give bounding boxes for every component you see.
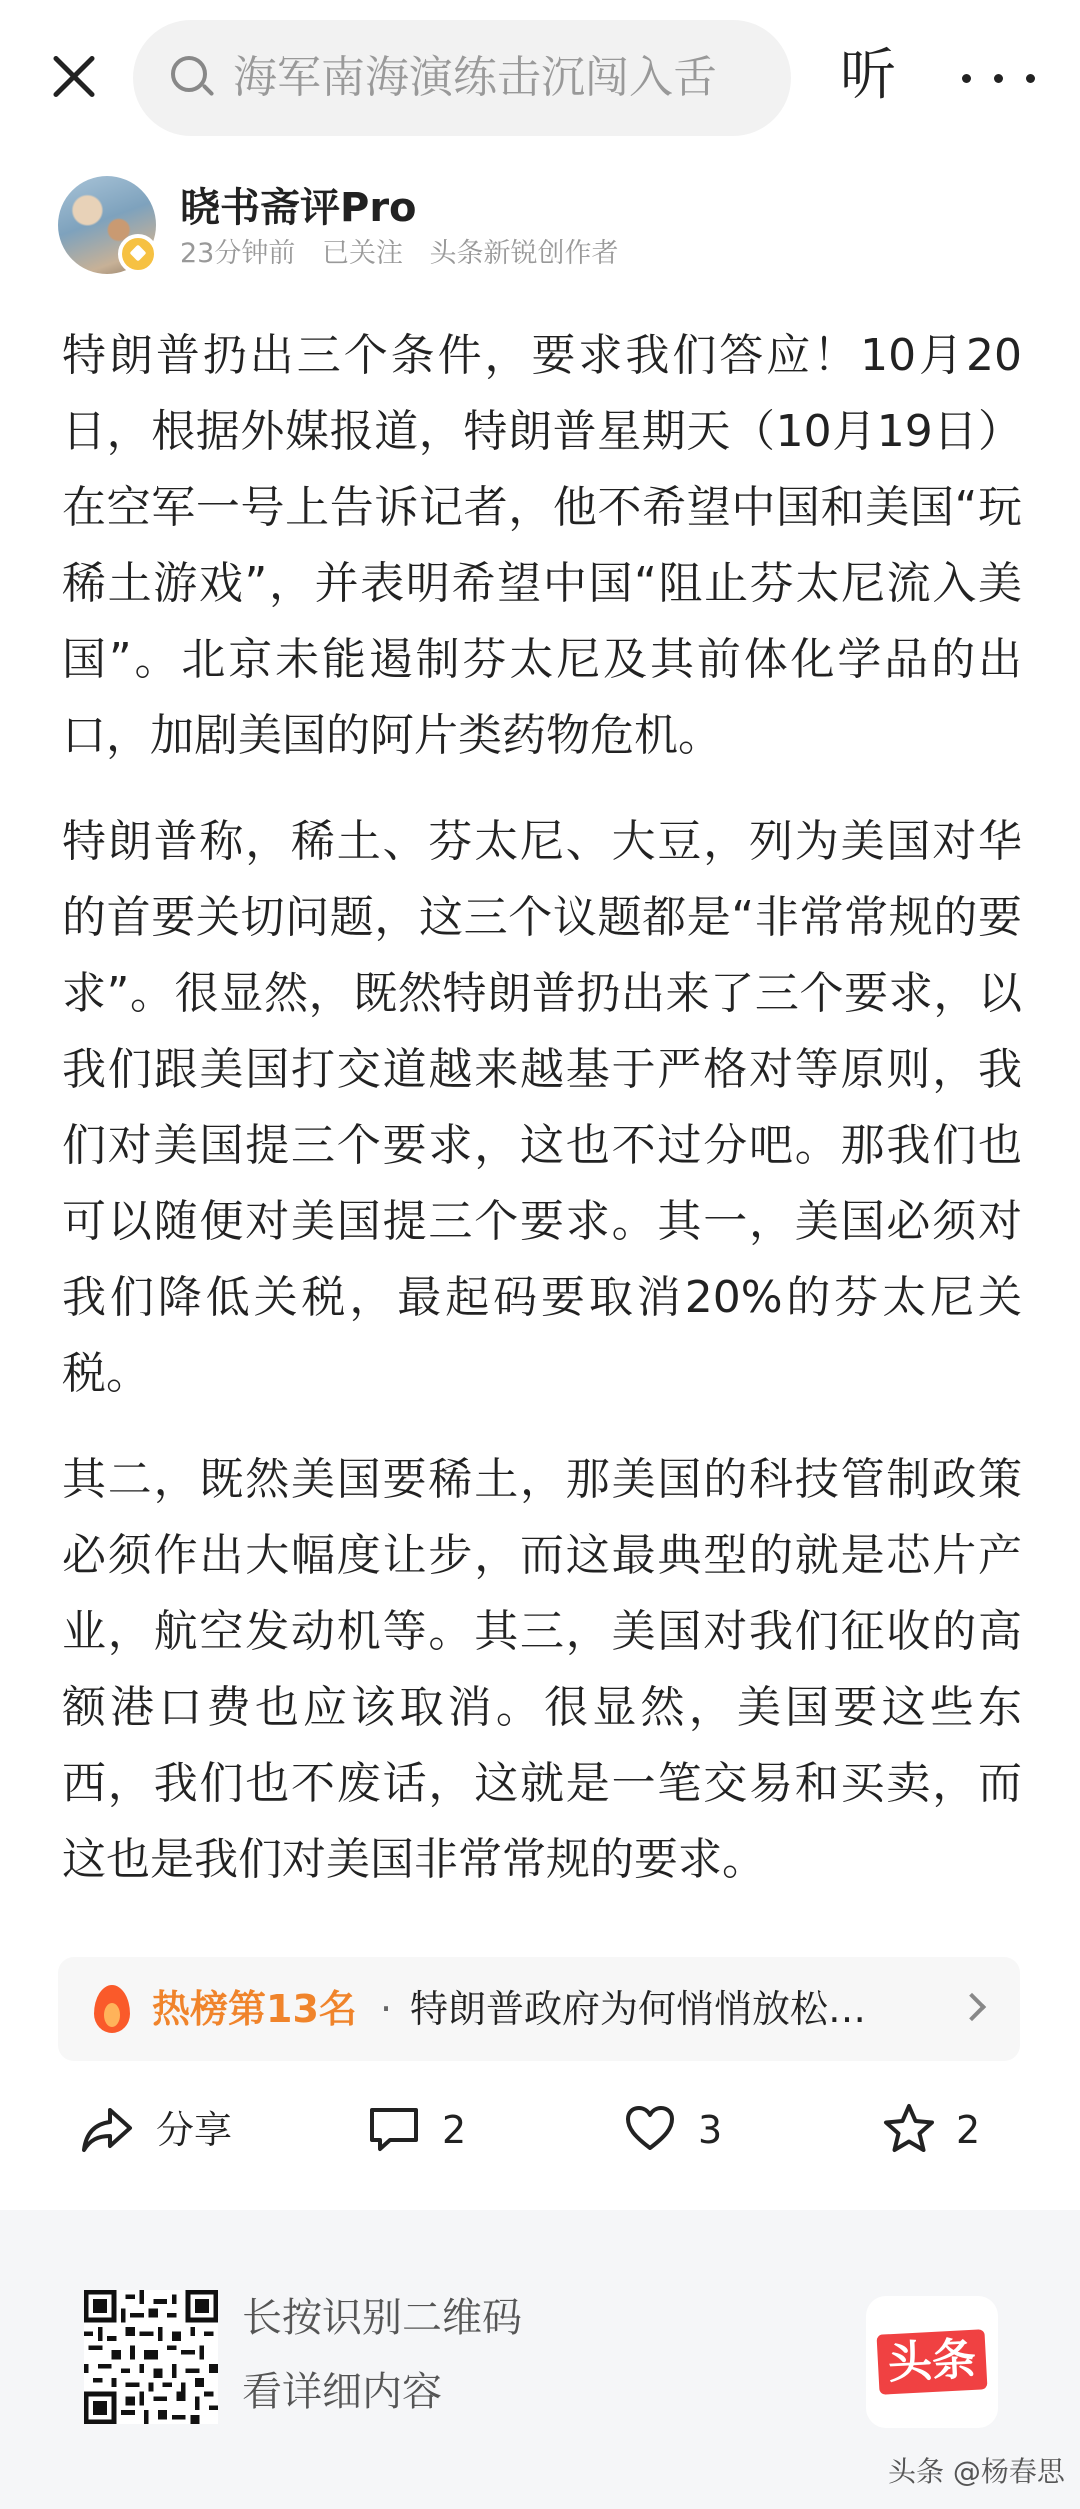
hot-list-banner[interactable]: [58, 1957, 1020, 2061]
watermark: 头条 @杨春思: [888, 2455, 1065, 2488]
post-time: 23分钟前: [180, 238, 296, 269]
hot-title: 特朗普政府为何悄悄放松…: [410, 1987, 867, 2031]
top-bar: [0, 0, 1080, 160]
verified-badge-icon: [118, 234, 158, 274]
search-box[interactable]: [133, 20, 791, 136]
creator-tag: 头条新锐创作者: [429, 238, 619, 269]
like-count: 3: [698, 2108, 723, 2152]
comment-icon: [368, 2106, 420, 2152]
share-label: 分享: [156, 2108, 233, 2152]
comment-count: 2: [442, 2108, 467, 2152]
follow-status[interactable]: 已关注: [321, 238, 403, 269]
paragraph: 特朗普称，稀土、芬太尼、大豆，列为美国对华的首要关切问题，这三个议题都是“非常常规的要求”。很显然，既然特朗普扔出来了三个要求，以我们跟美国打交道越来越基于严格对等原则，我们对美国提三个要求，这也不过分吧。那我们也可以随便对美国提三个要求。其一，美国必须对我们降低关税，最起码要取消20%的芬太尼关税。: [62, 816, 1022, 1399]
search-query[interactable]: 海军南海演练击沉闯入舌: [233, 52, 717, 103]
star-icon: [882, 2102, 936, 2154]
favorite-count: 2: [956, 2108, 981, 2152]
favorite-button[interactable]: [882, 2100, 1002, 2160]
search-icon: [171, 56, 215, 100]
comment-button[interactable]: [368, 2100, 488, 2160]
listen-button[interactable]: 听: [840, 43, 896, 108]
fire-icon: [94, 1985, 130, 2033]
heart-icon: [624, 2104, 676, 2152]
chevron-right-icon: [958, 1993, 986, 2021]
hot-separator: ·: [380, 1987, 393, 2031]
paragraph: 特朗普扔出三个条件，要求我们答应！10月20日，根据外媒报道，特朗普星期天（10月19日）在空军一号上告诉记者，他不希望中国和美国“玩稀土游戏”，并表明希望中国“阻止芬太尼流入美国”。北京未能遏制芬太尼及其前体化学品的出口，加剧美国的阿片类药物危机。: [62, 330, 1022, 761]
article-fade: [0, 1900, 1080, 1940]
author-meta: [180, 236, 637, 272]
share-button[interactable]: [80, 2100, 260, 2160]
qr-subtext: 看详细内容: [242, 2369, 442, 2415]
paragraph: 其二，既然美国要稀土，那美国的科技管制政策必须作出大幅度让步，而这最典型的就是芯片产业，航空发动机等。其三，美国对我们征收的高额港口费也应该取消。很显然，美国要这些东西，我们也不废话，这就是一笔交易和买卖，而这也是我们对美国非常常规的要求。: [62, 1454, 1022, 1885]
like-button[interactable]: [624, 2100, 744, 2160]
action-bar: [0, 2080, 1080, 2180]
author-header: [58, 176, 1038, 286]
toutiao-logo: [866, 2296, 998, 2428]
qr-instruction: 长按识别二维码: [242, 2295, 522, 2341]
qr-code[interactable]: [84, 2290, 218, 2424]
article-body: [62, 318, 1022, 1940]
author-name[interactable]: 晓书斋评Pro: [180, 185, 417, 231]
close-icon[interactable]: [40, 40, 104, 112]
hot-rank: 热榜第13名: [152, 1987, 357, 2031]
share-icon: [80, 2104, 134, 2156]
more-icon[interactable]: [960, 40, 1040, 116]
toutiao-logo-text: 头条: [877, 2329, 988, 2395]
